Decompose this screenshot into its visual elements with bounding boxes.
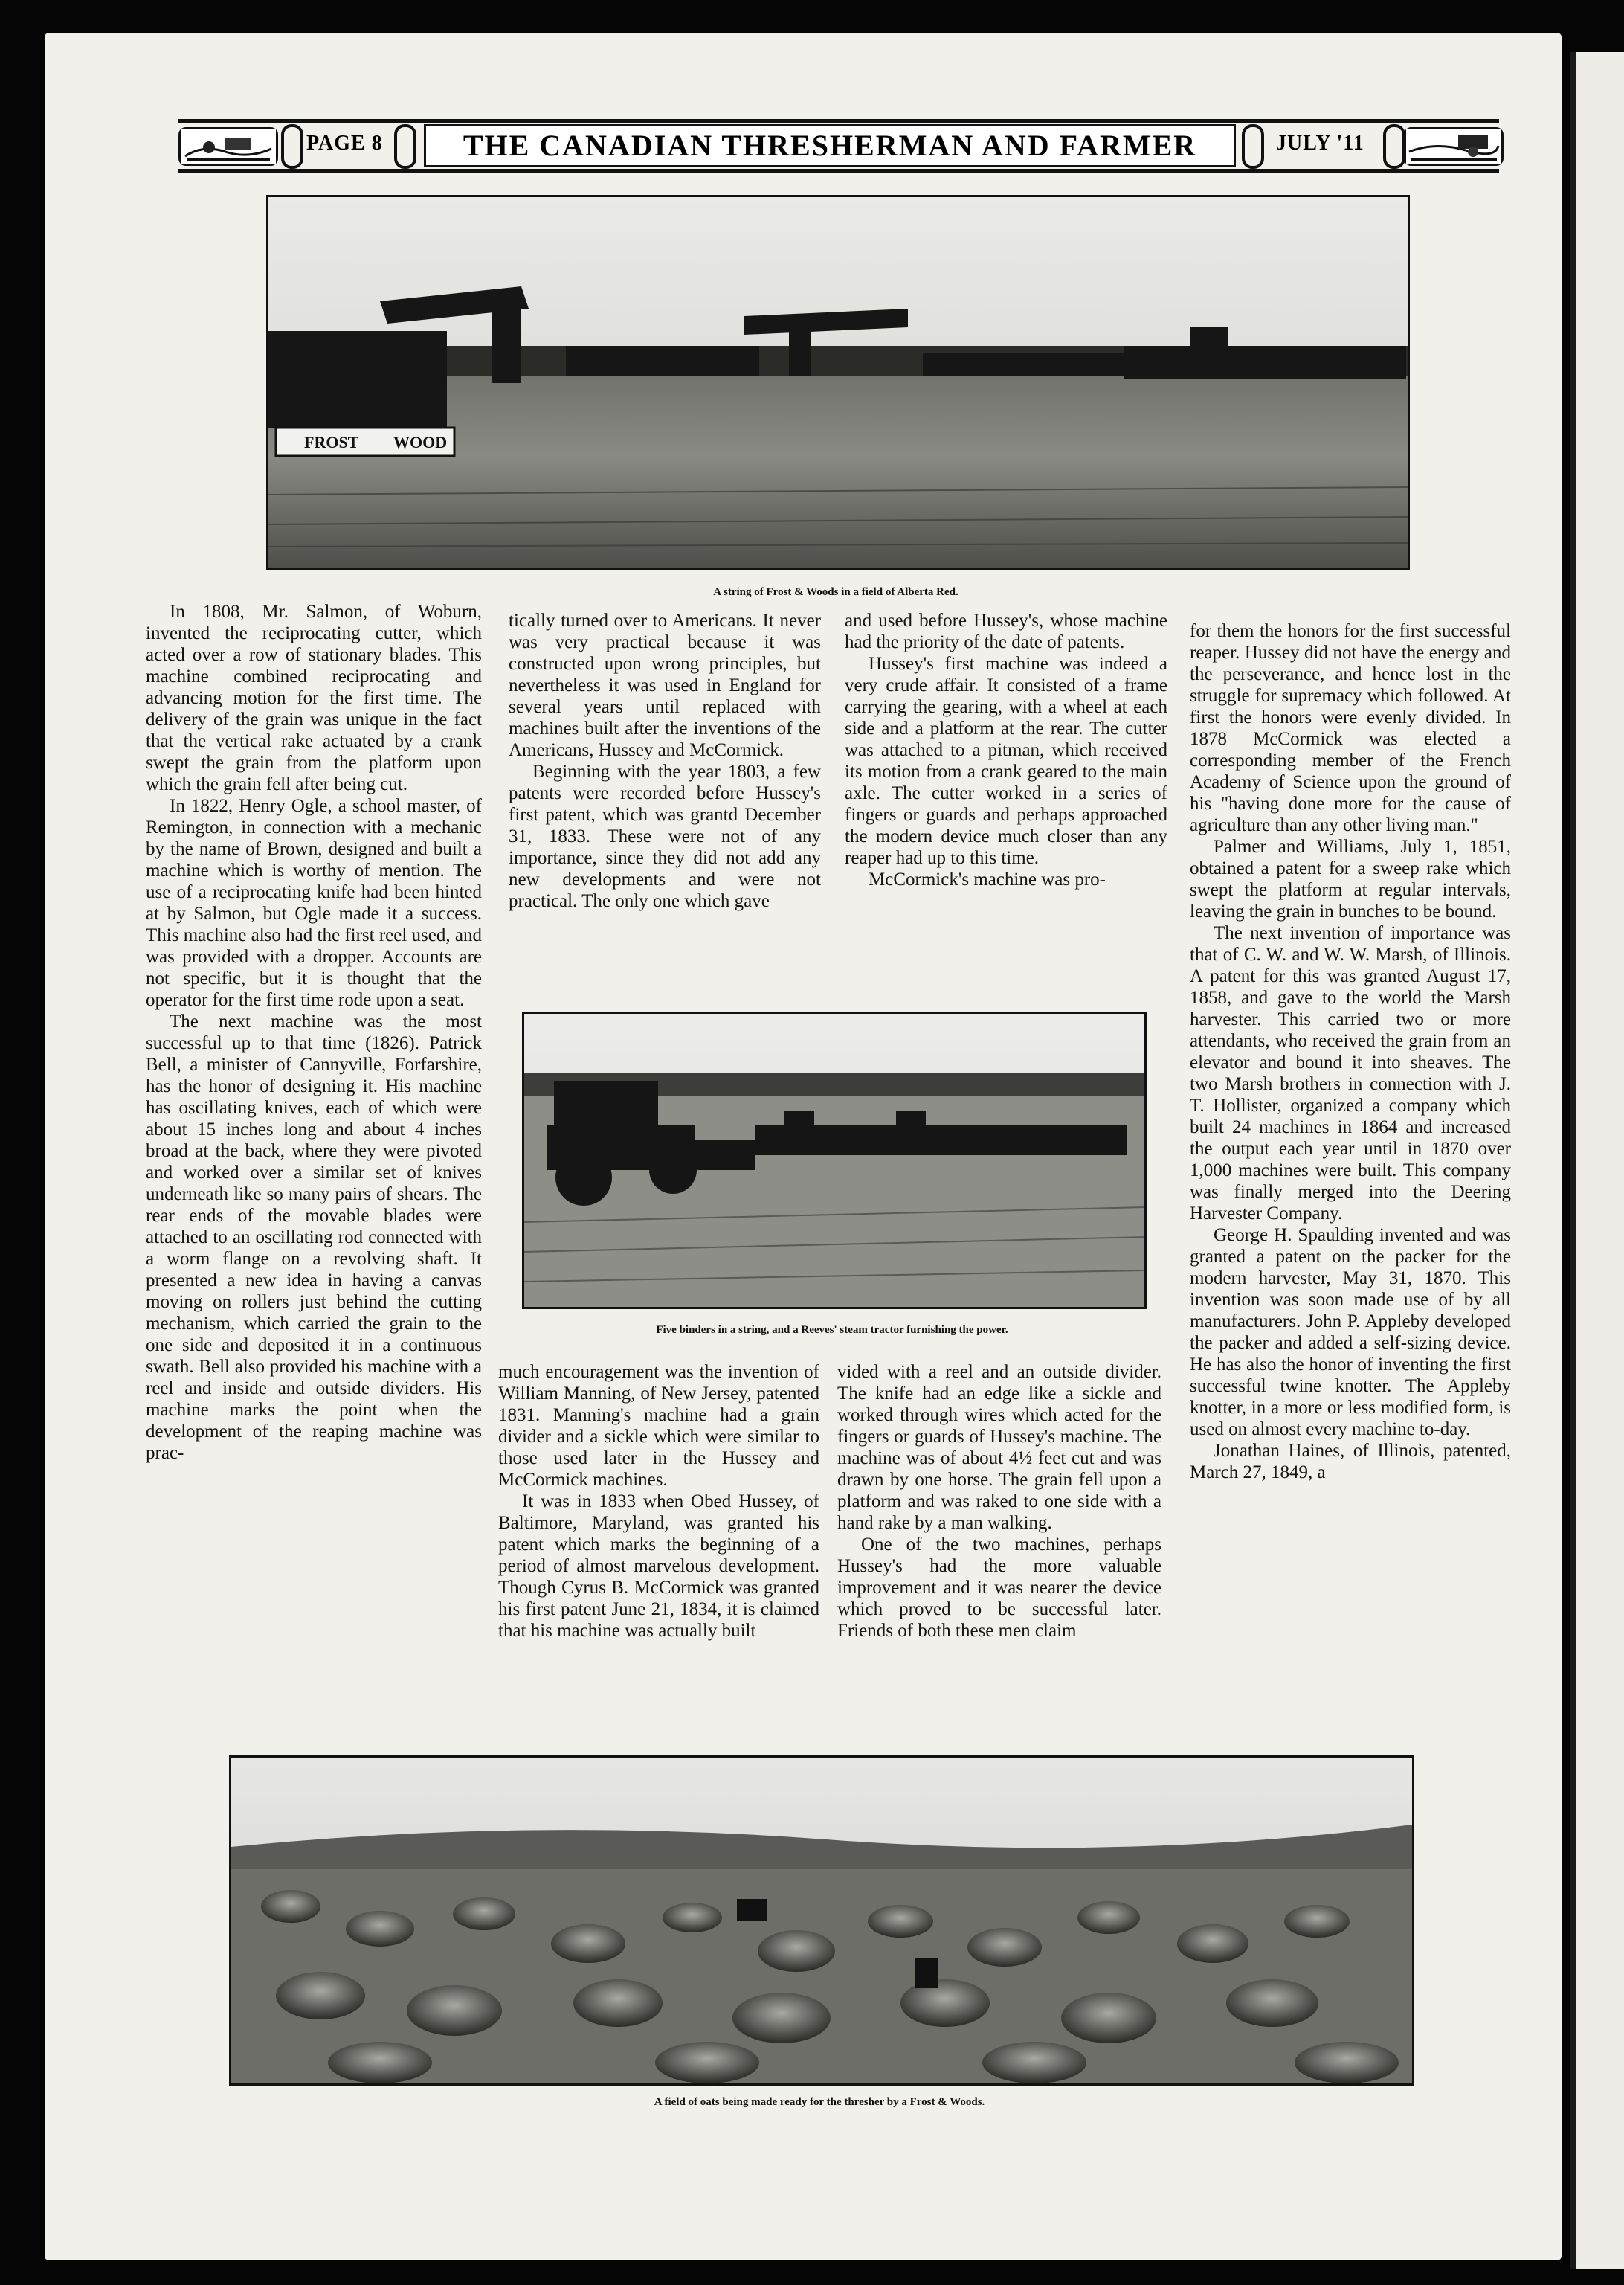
article-column-4 <box>1190 620 1511 1483</box>
publication-title: THE CANADIAN THRESHERMAN AND FARMER <box>463 129 1197 162</box>
paragraph: The next invention of importance was that of C. W. and W. W. Marsh, of Illinois. A patent for this was granted August 17, 1858, and gave to the world the Marsh harvester. This carried two or more attendants, who received the grain from an elevator and bound it into sheaves. The two Marsh brothers in connection with J. T. Hollister, organized a company which built 24 machines in 1864 and increased the output each year until in 1870 over 1,000 machines were built. This company was finally merged into the Deering Harvester Company. <box>1190 923 1511 1224</box>
photo-binders-steam-tractor <box>522 1012 1147 1309</box>
paragraph: Hussey's first machine was indeed a very crude affair. It consisted of a frame carrying the gearing, with a wheel at each side and a platform at the rear. The cutter was attached to a pitman, which received its motion from a crank geared to the main axle. The cutter worked in a series of fingers or guards and perhaps approached the modern device much closer than any reaper had up to this time. <box>845 654 1167 868</box>
page-gutter <box>1570 52 1576 2269</box>
paragraph: for them the honors for the first successful reaper. Hussey did not have the energy and the perseverance, and hence lost in the struggle for supremacy which followed. At first the honors were evenly divided. In 1878 McCormick was elected a corresponding member of the French Academy of Science upon the ground of his "having done more for the cause of agriculture than any other living man." <box>1190 621 1511 835</box>
paragraph: McCormick's machine was pro- <box>869 870 1106 890</box>
ornament-bracket <box>281 124 303 169</box>
masthead <box>178 119 1499 173</box>
paragraph: much encouragement was the invention of William Manning, of New Jersey, patented 1831. Manning's machine had a grain divider and a sickle which were similar to those used later in the Hussey and McCormick machines. <box>498 1362 819 1490</box>
paragraph: vided with a reel and an outside divider. The knife had an edge like a sickle and worked through wires which acted for the fingers or guards of Hussey's machine. The machine was of about 4½ feet cut and was drawn by one horse. The grain fell upon a platform and was raked to one side with a hand rake by a man walking. <box>837 1362 1161 1533</box>
article-column-1 <box>146 601 482 1464</box>
paragraph: In 1822, Henry Ogle, a school master, of Remington, in connection with a mechanic by the name of Brown, designed and built a machine which is worthy of mention. The use of a reciprocating knife had been hinted at by Salmon, but Ogle made it a success. This machine also had the first reel used, and was provided with a dropper. Accounts are not specific, but it is thought that the operator for the first time rode upon a seat. <box>146 796 482 1010</box>
paragraph: It was in 1833 when Obed Hussey, of Baltimore, Maryland, was granted his patent which marks the beginning of a period of almost marvelous development. Though Cyrus B. McCormick was granted his first patent June 21, 1834, it is claimed that his machine was actually built <box>498 1491 819 1641</box>
article-column-2-upper <box>509 610 821 912</box>
ornament-bracket <box>1242 124 1264 169</box>
ornament-bracket <box>394 124 416 169</box>
farm-scene-ornament-left <box>178 127 278 166</box>
issue-date: JULY '11 <box>1276 132 1364 155</box>
paragraph: In 1808, Mr. Salmon, of Woburn, invented the reciprocating cutter, which acted over a row of stationary blades. This machine combined reciprocating and advancing motion for the first time. The delivery of the grain was unique in the fact that the vertical rake actuated by a crank swept the grain from the platform upon which the grain fell after being cut. <box>146 602 482 794</box>
paragraph: Palmer and Williams, July 1, 1851, obtained a patent for a sweep rake which swept the platform at regular intervals, leaving the grain in bunches to be bound. <box>1190 837 1511 922</box>
paragraph: One of the two machines, perhaps Hussey's had the more valuable improvement and it was nearer the device which proved to be successful later. Friends of both these men claim <box>837 1534 1161 1641</box>
sign-frost: FROST <box>304 433 359 451</box>
adjacent-page-edge <box>1570 52 1624 2269</box>
caption-top-photo: A string of Frost & Woods in a field of Alberta Red. <box>713 586 958 598</box>
photo-frost-woods-binders <box>266 195 1410 570</box>
paragraph: George H. Spaulding invented and was granted a patent on the packer for the modern harvester, May 31, 1870. This invention was soon made use of by all manufacturers. John P. Appleby developed the packer and added a self-sizing device. He has also the honor of inventing the first successful twine knotter. The Appleby knotter, in a more or less modified form, is used on almost every machine to-day. <box>1190 1225 1511 1439</box>
paragraph: Jonathan Haines, of Illinois, patented, March 27, 1849, a <box>1190 1441 1511 1482</box>
article-column-2-lower <box>498 1361 819 1642</box>
sign-wood: WOOD <box>393 433 448 451</box>
article-column-3-upper <box>845 610 1167 890</box>
paragraph: tically turned over to Americans. It never was very practical because it was constructed upon wrong principles, but nevertheless it was used in England for several years until replaced with machines built after the inventions of the Americans, Hussey and McCormick. <box>509 611 821 760</box>
paragraph: Beginning with the year 1803, a few patents were recorded before Hussey's first patent, which was grantd December 31, 1833. These were not of any importance, since they did not add any new developments and were not practical. The only one which gave <box>509 762 821 911</box>
farm-scene-ornament-right <box>1404 127 1504 166</box>
page-number: PAGE 8 <box>306 132 383 155</box>
ornament-bracket <box>1383 124 1405 169</box>
photo-oats-field-stooks <box>229 1755 1414 2086</box>
article-column-3-lower <box>837 1361 1161 1642</box>
paragraph: The next machine was the most successful up to that time (1826). Patrick Bell, a minister of Cannyville, Forfarshire, has the honor of designing it. His machine has oscillating knives, each of which were about 15 inches long and about 4 inches broad at the back, where they were pivoted and worked over a similar set of knives underneath like so many pairs of shears. The rear ends of the movable blades were attached to an oscillating rod connected with a worm flange on a revolving shaft. It presented a new idea in having a canvas moving on rollers just behind the cutting mechanism, which carried the grain to the one side and deposited it in a continuous swath. Bell also provided his machine with a reel and inside and outside dividers. His machine marks the point when the development of the reaping machine was prac- <box>146 1012 482 1463</box>
caption-middle-photo: Five binders in a string, and a Reeves' steam tractor furnishing the power. <box>656 1324 1008 1336</box>
paragraph: and used before Hussey's, whose machine had the priority of the date of patents. <box>845 611 1167 652</box>
caption-bottom-photo: A field of oats being made ready for the thresher by a Frost & Woods. <box>654 2096 985 2108</box>
title-box <box>424 124 1236 167</box>
